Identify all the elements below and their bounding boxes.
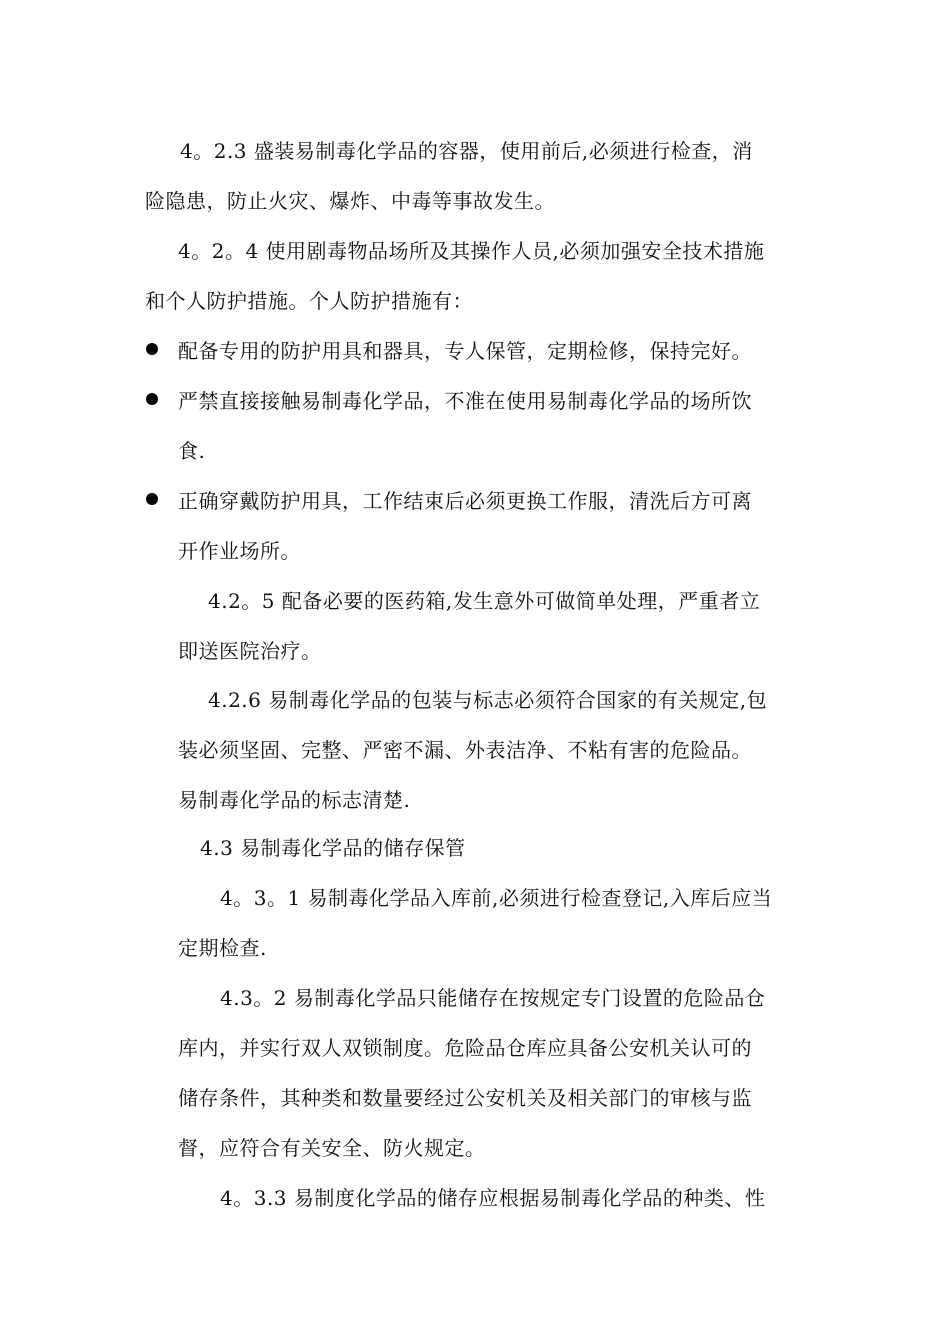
paragraph-4-3-3-line-1: 4。3.3 易制度化学品的储存应根据易制毒化学品的种类、性 (220, 1186, 766, 1210)
paragraph-4-3-2-line-3: 储存条件，其种类和数量要经过公安机关及相关部门的审核与监 (178, 1086, 752, 1110)
paragraph-4-2-3-line-1: 4。2.3 盛装易制毒化学品的容器，使用前后,必须进行检查，消 (180, 139, 753, 163)
paragraph-4-2-3-line-2: 险隐患，防止火灾、爆炸、中毒等事故发生。 (145, 189, 555, 213)
paragraph-4-2-5-line-2: 即送医院治疗。 (178, 639, 322, 663)
paragraph-4-3-1-line-2: 定期检查. (178, 936, 267, 960)
bullet-item-1-line-1: 配备专用的防护用具和器具，专人保管，定期检修，保持完好。 (178, 339, 752, 363)
bullet-item-3-line-1: 正确穿戴防护用具，工作结束后必须更换工作服，清洗后方可离 (178, 489, 752, 513)
bullet-dot (146, 393, 158, 405)
bullet-dot (146, 343, 158, 355)
section-heading-4-3: 4.3 易制毒化学品的储存保管 (200, 836, 466, 860)
bullet-item-2-line-1: 严禁直接接触易制毒化学品，不准在使用易制毒化学品的场所饮 (178, 389, 752, 413)
paragraph-4-2-6-line-3: 易制毒化学品的标志清楚. (178, 788, 411, 812)
bullet-item-3-line-2: 开作业场所。 (178, 539, 301, 563)
paragraph-4-2-4-line-2: 和个人防护措施。个人防护措施有： (145, 289, 473, 313)
paragraph-4-2-6-line-1: 4.2.6 易制毒化学品的包装与标志必须符合国家的有关规定,包 (208, 688, 768, 712)
paragraph-4-2-4-line-1: 4。2。4 使用剧毒物品场所及其操作人员,必须加强安全技术措施 (178, 239, 765, 263)
paragraph-4-3-2-line-1: 4.3。2 易制毒化学品只能储存在按规定专门设置的危险品仓 (220, 986, 766, 1010)
paragraph-4-3-2-line-2: 库内，并实行双人双锁制度。危险品仓库应具备公安机关认可的 (178, 1036, 752, 1060)
paragraph-4-2-6-line-2: 装必须坚固、完整、严密不漏、外表洁净、不粘有害的危险品。 (178, 738, 752, 762)
bullet-item-2-line-2: 食. (178, 439, 206, 463)
paragraph-4-3-1-line-1: 4。3。1 易制毒化学品入库前,必须进行检查登记,入库后应当 (220, 886, 773, 910)
bullet-dot (146, 493, 158, 505)
paragraph-4-3-2-line-4: 督，应符合有关安全、防火规定。 (178, 1136, 486, 1160)
paragraph-4-2-5-line-1: 4.2。5 配备必要的医药箱,发生意外可做简单处理，严重者立 (208, 589, 761, 613)
